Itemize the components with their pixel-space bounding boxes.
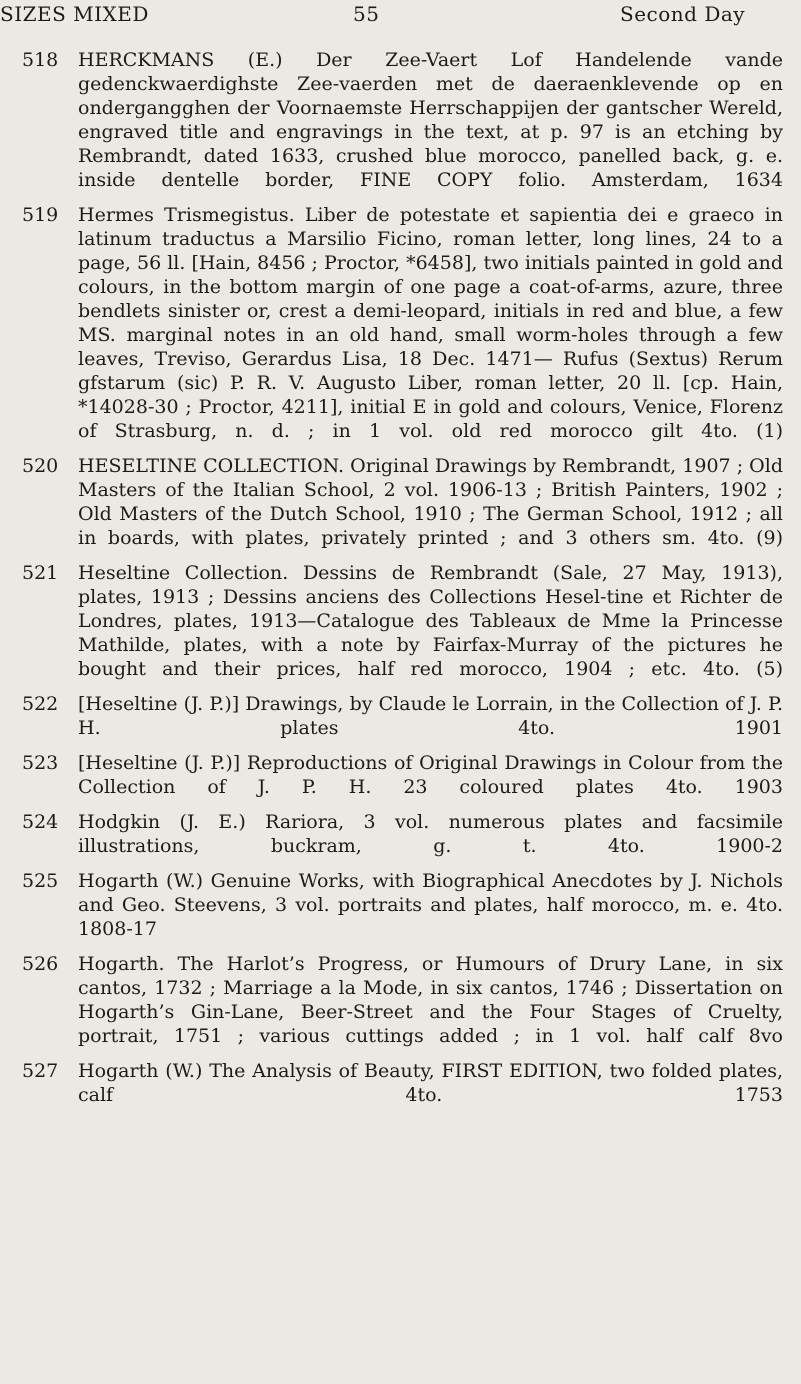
lot-number: 518 (22, 49, 59, 71)
lot-number: 521 (22, 562, 59, 584)
lot-number: 520 (22, 455, 59, 477)
catalogue-entry (0, 561, 783, 681)
entry-description: [Heseltine (J. P.)] Drawings, by Claude le Lorrain, in the Collection of J. P. H. plates 4to. 1901 (78, 693, 783, 739)
catalogue-entries (0, 48, 801, 1118)
catalogue-entry (0, 48, 783, 192)
catalogue-entry (0, 952, 783, 1048)
page-number: 55 (353, 2, 380, 26)
header-day: Second Day (620, 2, 746, 26)
catalogue-entry (0, 1059, 783, 1107)
lot-number: 522 (22, 693, 59, 715)
lot-number: 519 (22, 204, 59, 226)
catalogue-entry (0, 869, 783, 941)
catalogue-entry (0, 751, 783, 799)
lot-number: 524 (22, 811, 59, 833)
entry-description: Hodgkin (J. E.) Rariora, 3 vol. numerous plates and facsimile illustrations, buckram, g. t. 4to. 1900-2 (78, 811, 783, 857)
lot-number: 523 (22, 752, 59, 774)
catalogue-entry (0, 454, 783, 550)
entry-description: HESELTINE COLLECTION. Original Drawings by Rembrandt, 1907 ; Old Masters of the Italian School, 2 vol. 1906-13 ; British Painters, 1902 ; Old Masters of the Dutch School, 1910 ; The German School, 1912 ; all in boards, with plates, privately printed ; and 3 others sm. 4to. (9) (78, 455, 783, 549)
entry-description: Hogarth (W.) The Analysis of Beauty, FIRST EDITION, two folded plates, calf 4to. 1753 (78, 1060, 783, 1106)
entry-description: Heseltine Collection. Dessins de Rembrandt (Sale, 27 May, 1913), plates, 1913 ; Dessins anciens des Collections Hesel-tine et Richter de Londres, plates, 1913—Catalogue des Tableaux de Mme la Princesse Mathilde, plates, with a note by Fairfax-Murray of the pictures he bought and their prices, half red morocco, 1904 ; etc. 4to. (5) (78, 562, 783, 680)
entry-description: Hogarth. The Harlot’s Progress, or Humours of Drury Lane, in six cantos, 1732 ; Marriage a la Mode, in six cantos, 1746 ; Dissertation on Hogarth’s Gin-Lane, Beer-Street and the Four Stages of Cruelty, portrait, 1751 ; various cuttings added ; in 1 vol. half calf 8vo (78, 953, 783, 1047)
entry-description: Hermes Trismegistus. Liber de potestate et sapientia dei e graeco in latinum traductus a Marsilio Ficino, roman letter, long lines, 24 to a page, 56 ll. [Hain, 8456 ; Proctor, *6458], two initials painted in gold and colours, in the bottom margin of one page a coat-of-arms, azure, three bendlets sinister or, crest a demi-leopard, initials in red and blue, a few MS. marginal notes in an old hand, small worm-holes through a few leaves, Treviso, Gerardus Lisa, 18 Dec. 1471— Rufus (Sextus) Rerum gfstarum (sic) P. R. V. Augusto Liber, roman letter, 20 ll. [cp. Hain, *14028-30 ; Proctor, 4211], initial E in gold and colours, Venice, Florenz of Strasburg, n. d. ; in 1 vol. old red morocco gilt 4to. (1) (78, 204, 783, 442)
entry-description: HERCKMANS (E.) Der Zee-Vaert Lof Handelende vande gedenckwaerdighste Zee-vaerden met de daeraenklevende op en ondergangghen der Voornaemste Herrschappijen der gantscher Wereld, engraved title and engravings in the text, at p. 97 is an etching by Rembrandt, dated 1633, crushed blue morocco, panelled back, g. e. inside dentelle border, FINE COPY folio. Amsterdam, 1634 (78, 49, 783, 191)
catalogue-entry (0, 203, 783, 443)
header-section-title: SIZES MIXED (0, 2, 149, 26)
running-header (0, 2, 801, 36)
catalogue-entry (0, 692, 783, 740)
entry-description: Hogarth (W.) Genuine Works, with Biographical Anecdotes by J. Nichols and Geo. Steevens, 3 vol. portraits and plates, half morocco, m. e. 4to. 1808-17 (78, 870, 783, 940)
entry-description: [Heseltine (J. P.)] Reproductions of Original Drawings in Colour from the Collection of J. P. H. 23 coloured plates 4to. 1903 (78, 752, 783, 798)
lot-number: 527 (22, 1060, 59, 1082)
catalogue-entry (0, 810, 783, 858)
lot-number: 526 (22, 953, 59, 975)
lot-number: 525 (22, 870, 59, 892)
